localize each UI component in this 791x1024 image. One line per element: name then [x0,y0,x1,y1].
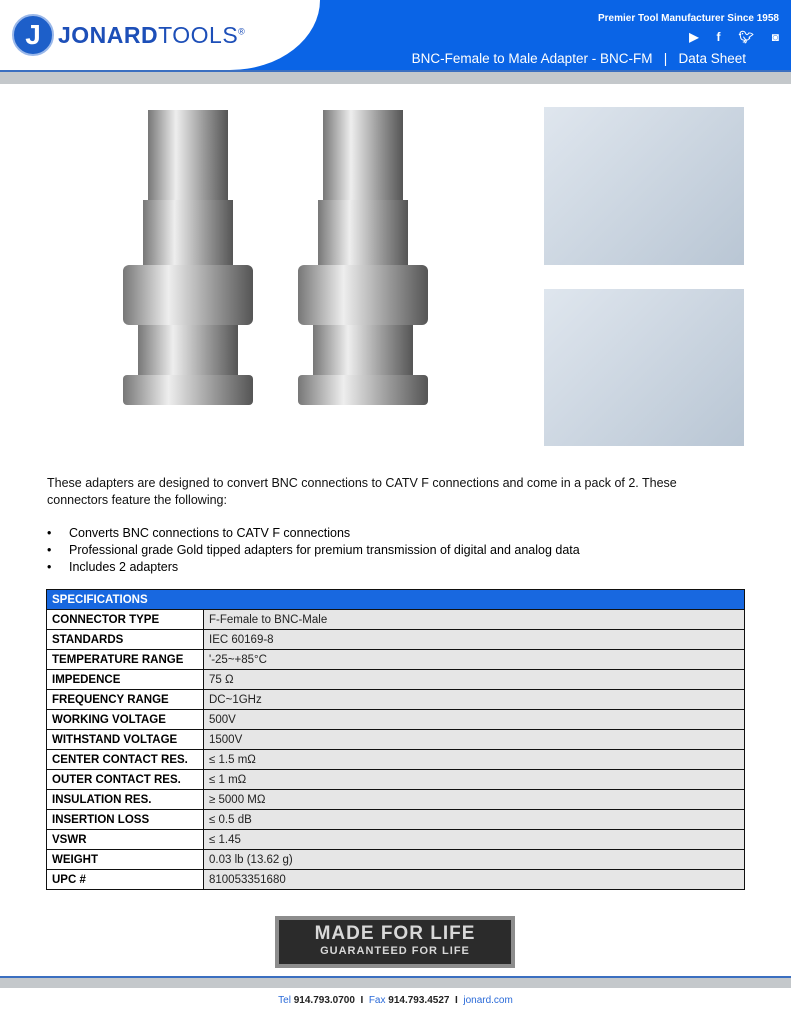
instagram-icon[interactable]: ◙ [771,30,779,44]
separator: I [360,995,364,1006]
spec-label: STANDARDS [47,630,204,650]
youtube-icon[interactable]: ▶ [689,30,699,44]
feature-item: • Professional grade Gold tipped adapters for premium transmission of digital and analog data [47,542,580,559]
fax-number: 914.793.4527 [388,995,450,1006]
product-image-adapter [293,110,433,440]
spec-value: IEC 60169-8 [204,630,745,650]
spec-label: CONNECTOR TYPE [47,610,204,630]
badge-line2: GUARANTEED FOR LIFE [320,945,470,957]
spec-row [47,650,745,670]
spec-value: ≤ 1.45 [204,830,745,850]
social-links [689,30,779,44]
intro-text: These adapters are designed to convert BNC connections to CATV F connections and come in a pack of 2. These connectors feature the following: [47,476,677,507]
document-title: BNC-Female to Male Adapter - BNC-FM | Data Sheet [411,51,746,66]
fax-label: Fax [368,995,386,1006]
spec-value: 1500V [204,730,745,750]
spec-row [47,730,745,750]
spec-label: INSULATION RES. [47,790,204,810]
spec-value: 0.03 lb (13.62 g) [204,850,745,870]
spec-row [47,750,745,770]
spec-row [47,710,745,730]
footer-divider [0,976,791,988]
badge-line1: MADE FOR LIFE [314,923,476,944]
spec-row [47,830,745,850]
spec-value: 500V [204,710,745,730]
spec-value: F-Female to BNC-Male [204,610,745,630]
spec-value: ≤ 1 mΩ [204,770,745,790]
tel-number: 914.793.0700 [293,995,355,1006]
photo-adapter-on-cable [544,289,744,446]
header-banner [0,0,791,70]
spec-label: WORKING VOLTAGE [47,710,204,730]
spec-row [47,610,745,630]
spec-label: CENTER CONTACT RES. [47,750,204,770]
photo-connecting-adapter [544,107,744,265]
brand-name: JONARDTOOLS® [58,22,246,48]
spec-label: WEIGHT [47,850,204,870]
made-for-life-badge [275,916,515,968]
spec-value: 75 Ω [204,670,745,690]
tel-label: Tel [278,995,291,1006]
spec-row [47,630,745,650]
spec-value: '-25~+85°C [204,650,745,670]
logo-mark: J [12,14,54,56]
footer-contact [0,995,791,1006]
spec-label: WITHSTAND VOLTAGE [47,730,204,750]
product-image-adapter [118,110,258,440]
feature-item: • Includes 2 adapters [47,559,580,576]
spec-row [47,770,745,790]
spec-value: ≤ 1.5 mΩ [204,750,745,770]
spec-value: 810053351680 [204,870,745,890]
specifications-table [46,589,745,890]
spec-row [47,810,745,830]
spec-label: UPC # [47,870,204,890]
spec-label: OUTER CONTACT RES. [47,770,204,790]
spec-label: IMPEDENCE [47,670,204,690]
spec-row [47,690,745,710]
website-link[interactable]: jonard.com [463,995,513,1006]
spec-value: DC~1GHz [204,690,745,710]
spec-label: TEMPERATURE RANGE [47,650,204,670]
spec-row [47,870,745,890]
spec-value: ≥ 5000 MΩ [204,790,745,810]
spec-value: ≤ 0.5 dB [204,810,745,830]
spec-row [47,790,745,810]
spec-row [47,670,745,690]
feature-list [47,525,580,576]
tagline: Premier Tool Manufacturer Since 1958 [598,13,779,24]
feature-item: • Converts BNC connections to CATV F connections [47,525,580,542]
spec-label: INSERTION LOSS [47,810,204,830]
spec-label: FREQUENCY RANGE [47,690,204,710]
specifications-header: SPECIFICATIONS [47,590,745,610]
twitter-icon[interactable]: 🐦︎ [738,30,754,44]
header-divider [0,70,791,84]
logo [0,0,320,70]
spec-row [47,850,745,870]
separator: I [455,995,458,1006]
spec-label: VSWR [47,830,204,850]
facebook-icon[interactable]: f [716,30,721,44]
